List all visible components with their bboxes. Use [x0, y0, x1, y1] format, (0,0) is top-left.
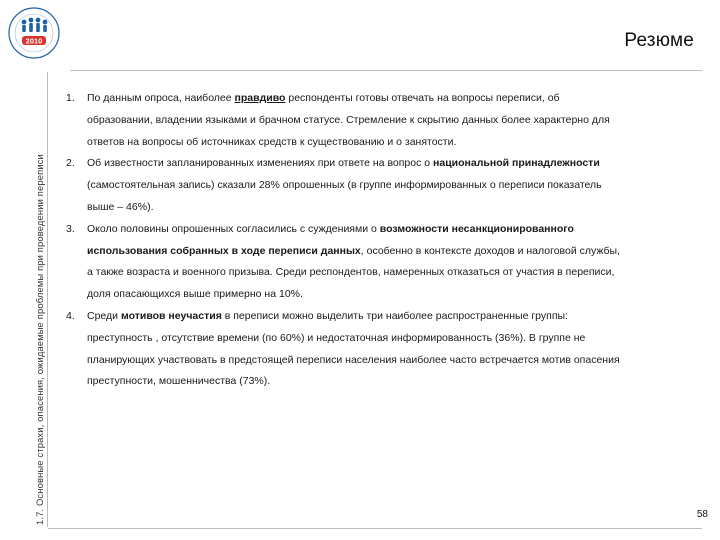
item-number: 2. [66, 157, 75, 170]
item-number: 3. [66, 222, 75, 235]
emphasis: правдиво [234, 92, 286, 104]
bottom-divider [48, 528, 702, 529]
list-item [66, 153, 626, 218]
item-text: Среди мотивов неучастия в переписи можно выделить три наиболее распространенные группы: преступность , отсутствие времени (по 60%) и недостаточная информированность (36%). В группе не планирующих участвовать в предстоящей переписи населения наиболее часто встречается мотив опасения преступности, мошенничества (73%). [87, 309, 620, 388]
list-item [66, 88, 626, 153]
item-text: Около половины опрошенных согласились с суждениями о возможности несанкционированного использования собранных в ходе переписи данных, особенно в контексте доходов и налоговой службы, а также возраста и военного призыва. Среди респондентов, намеренных отказаться от участия в переписи, доля опасающихся выше примерно на 10%. [87, 222, 620, 301]
emphasis: возможности несанкционированного использования собранных в ходе переписи данных [87, 222, 574, 257]
list-item [66, 219, 626, 306]
summary-list [66, 88, 626, 393]
item-text: По данным опроса, наиболее правдиво респонденты готовы отвечать на вопросы переписи, об образовании, владении языками и брачном статусе. Стремление к скрытию данных более характерно для ответов на вопросы об источниках средств к существованию и о занятости. [87, 92, 610, 148]
logo-year: 2010 [25, 36, 43, 46]
emphasis: мотивов неучастия [120, 309, 222, 322]
item-text: Об известности запланированных изменениях при ответе на вопрос о национальной принадлежности (самостоятельная запись) сказали 28% опрошенных (в группе информированных о переписи показатель выше – 46%). [87, 157, 602, 213]
vertical-divider [47, 72, 48, 527]
list-item [66, 306, 626, 393]
emphasis: национальной принадлежности [433, 157, 600, 170]
page-title: Резюме [624, 30, 694, 51]
top-divider [70, 70, 702, 71]
item-number: 4. [66, 309, 75, 322]
page-number: 58 [696, 509, 708, 520]
census-logo [7, 6, 61, 60]
section-vertical-title: 1.7. Основные страхи, опасения, ожидаемые проблемы при проведении переписи [34, 154, 45, 525]
item-number: 1. [66, 92, 75, 104]
